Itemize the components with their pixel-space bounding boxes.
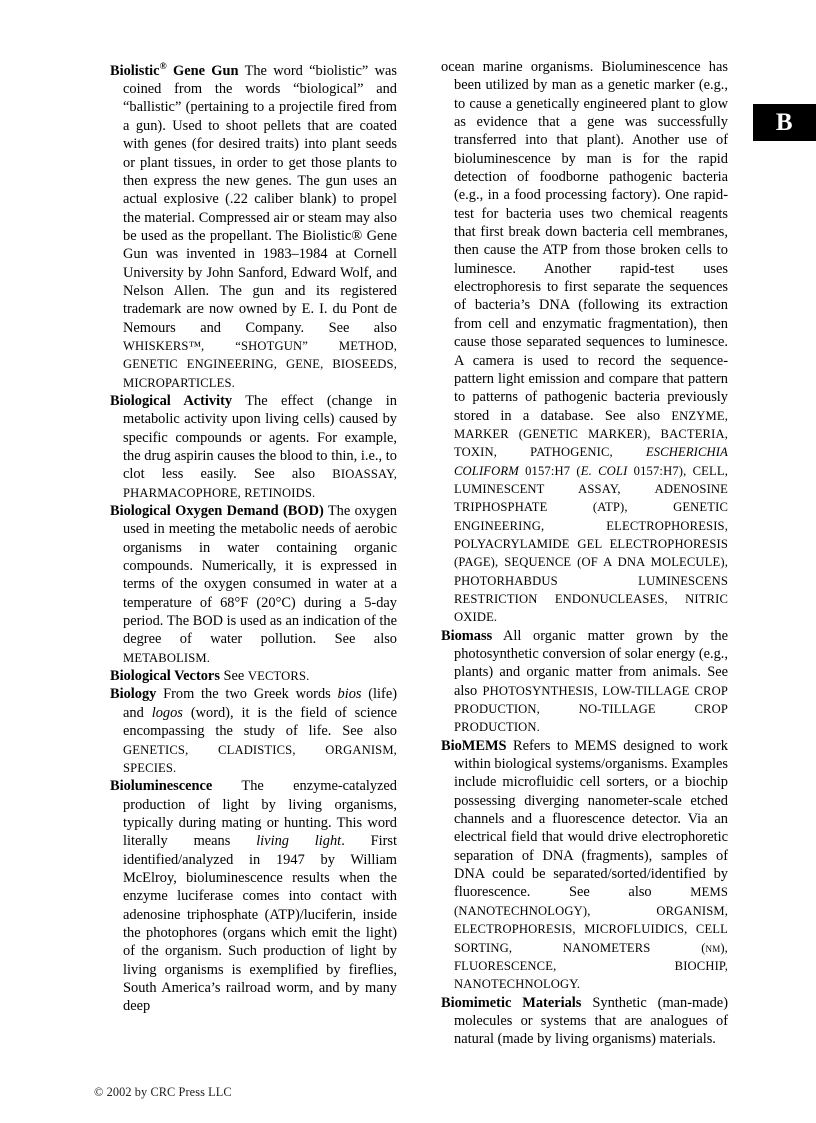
- entry-body: The effect (change in metabolic activity upon living cells) caused by specific compounds or agents. For example, the drug aspirin causes the blood to thin, i.e., to clot less easily. See also: [123, 392, 397, 483]
- page-footer-copyright: © 2002 by CRC Press LLC: [94, 1085, 232, 1099]
- cross-references: BIOASSAY, PHARMACOPHORE, RETINOIDS.: [123, 467, 397, 500]
- entry-body: See: [223, 668, 248, 685]
- headword: Bioluminescence: [110, 778, 213, 795]
- entry-biomems: [441, 737, 728, 994]
- headword: Biology: [110, 686, 157, 703]
- entry-body: Synthetic (man-made) molecules or systems that are analogues of natural (made by living organisms) materials.: [454, 994, 728, 1048]
- cross-references-part3: 0157:H7), CELL, LUMINESCENT ASSAY, ADENOSINE TRIPHOSPHATE (ATP), GENETIC ENGINEERING, ELECTROPHORESIS, POLYACRYLAMIDE GEL ELECTROPHORESIS (PAGE), SEQUENCE (OF A DNA MOLECULE), PHOTORHABDUS LUMINESCENS RESTRICTION ENDONUCLEASES, NITRIC OXIDE.: [454, 463, 729, 625]
- entry-body: The oxygen used in meeting the metabolic needs of aerobic organisms in water containing organic compounds. Numerically, it is expressed in terms of the oxygen consumed in water at a temperature of 68°F (20°C) during a 5-day period. The BOD is used as an indication of the degree of water pollution. See also: [123, 503, 397, 648]
- italic-term: bios: [337, 686, 362, 703]
- italic-term: logos: [151, 704, 183, 721]
- entry-biology: [110, 685, 397, 777]
- entry-bioluminescence: [110, 777, 397, 1015]
- cross-references: MEMS (NANOTECHNOLOGY), ORGANISM, ELECTROPHORESIS, MICROFLUIDICS, CELL SORTING, NANOMETERS (nm), FLUORESCENCE, BIOCHIP, NANOTECHNOLOGY.: [454, 885, 728, 992]
- entry-biolistic-gene-gun: [110, 58, 397, 392]
- headword: Biological Oxygen Demand (BOD): [110, 503, 324, 520]
- cross-references: VECTORS.: [247, 669, 310, 684]
- headword-rest: Gene Gun: [166, 62, 239, 79]
- thumb-index-letter: B: [775, 109, 794, 136]
- headword: Biomass: [441, 627, 493, 644]
- entry-biomimetic-materials: [441, 994, 728, 1049]
- entry-body-post: (word), it is the field of science encompassing the study of life. See also: [123, 704, 397, 740]
- entry-body: All organic matter grown by the photosynthetic conversion of solar energy (e.g., plants) and organic matter from animals. See also: [454, 627, 728, 699]
- cross-references-italic: E. COLI: [580, 463, 628, 478]
- left-column: [110, 58, 397, 1016]
- headword: Biomimetic Materials: [441, 994, 582, 1011]
- entry-body-post: . First identified/analyzed in 1947 by William McElroy, bioluminescence results when the enzyme luciferase comes into contact with adenosine triphosphate (ATP)/luciferin, inside the photophores (organs which emit the light) of the organism. Such production of light by living organisms is exemplified by fireflies, South America’s railroad worm, and by many deep: [123, 833, 398, 1015]
- entry-body-mid: (life) and: [123, 686, 398, 721]
- entry-biological-activity: [110, 392, 397, 502]
- cross-references-part2: 0157:H7 (: [518, 463, 581, 478]
- cross-references-italic: ESCHERICHIA COLIFORM: [454, 445, 728, 478]
- thumb-index-tab-b: [753, 104, 816, 141]
- entry-bioluminescence-continued: [441, 58, 728, 627]
- headword-superscript: ®: [159, 62, 167, 72]
- entry-biological-oxygen-demand: [110, 502, 397, 667]
- headword: Biological Vectors: [110, 668, 220, 685]
- entry-body: Refers to MEMS designed to work within biological systems/organisms. Examples include microfluidic cell sorters, or a biochip possessing diverging nanometer-scale etched channels and a fluorescence detector. Via an electrical field that would drive electrophoretic separation of DNA (fragments), samples of DNA could be separated/sorted/identified by fluorescence. See also: [454, 737, 728, 901]
- headword: Biological Activity: [110, 392, 233, 409]
- cross-references: METABOLISM.: [123, 650, 211, 665]
- entry-biological-vectors: [110, 667, 397, 685]
- entry-body-pre: The enzyme-catalyzed production of light by living organisms, typically during mating or hunting. This word literally means: [123, 778, 397, 850]
- entry-body-pre: From the two Greek words: [163, 686, 338, 703]
- cross-references: WHISKERS™, “SHOTGUN” METHOD, GENETIC ENGINEERING, GENE, BIOSEEDS, MICROPARTICLES.: [123, 338, 397, 390]
- cross-references-part1: ENZYME, MARKER (GENETIC MARKER), BACTERIA, TOXIN, PATHOGENIC,: [454, 408, 728, 460]
- cross-references: PHOTOSYNTHESIS, LOW-TILLAGE CROP PRODUCTION, NO-TILLAGE CROP PRODUCTION.: [454, 683, 728, 735]
- cross-references: GENETICS, CLADISTICS, ORGANISM, SPECIES.: [123, 742, 397, 775]
- page-columns: [110, 58, 732, 1058]
- entry-biomass: [441, 627, 728, 737]
- entry-body: ocean marine organisms. Bioluminescence has been utilized by man as a genetic marker (e.g., to cause a genetically engineered plant to glow as evidence that a gene was successfully transferred into that plant). Another use of bioluminescence by man is for the rapid detection of foodborne pathogenic bacteria (e.g., in a food processing factory). One rapid-test for bacteria uses two chemical reagents that first break down bacteria cell membranes, then cause the ATP from those broken cells to luminesce. Another rapid-test uses electrophoresis to first separate the sequences of bacteria’s DNA (following its extraction from cell and enzymatic fragmentation), then cause those separated sequences to luminesce. A camera is used to record the sequence-pattern light emission and compare that pattern to patterns of pathogenic bacteria previously stored in a database. See also: [441, 59, 728, 424]
- headword: BioMEMS: [441, 737, 507, 754]
- headword: Biolistic: [110, 62, 160, 79]
- italic-term: living light: [256, 833, 342, 850]
- entry-body: The word “biolistic” was coined from the words “biological” and “ballistic” (pertaining to a projectile fired from a gun). Used to shoot pellets that are coated with genes (for desired traits) into plant seeds or plant tissues, in order to get those plants to then express the new genes. The gun uses an actual explosive (.22 caliber blank) to propel the material. Compressed air or steam may also be used as the propellant. The Biolistic® Gene Gun was invented in 1983–1984 at Cornell University by John Sanford, Edward Wolf, and Nelson Allen. The gun and its registered trademark are now owned by E. I. du Pont de Nemours and Company. See also: [123, 62, 397, 336]
- right-column: [441, 58, 728, 1049]
